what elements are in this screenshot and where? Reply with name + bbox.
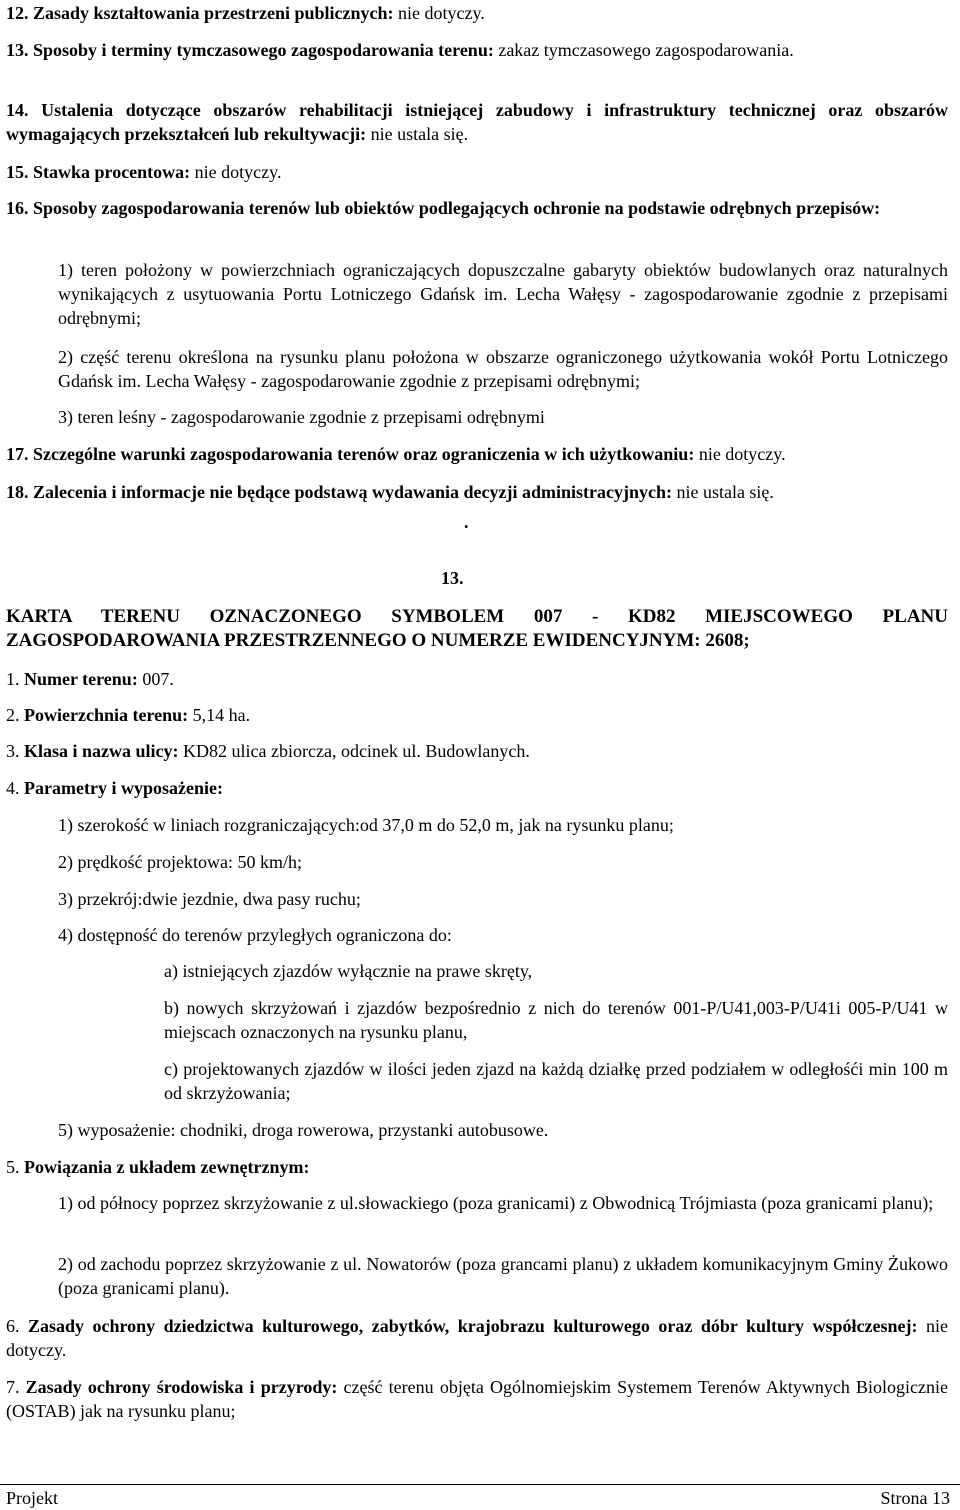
item-12-label: 12. Zasady kształtowania przestrzeni publicznych: [6,3,394,23]
item-18-label: 18. Zalecenia i informacje nie będące podstawą wydawania decyzji administracyjnych: [6,482,672,502]
footer-divider [0,1484,960,1485]
item-16-heading: 16. Sposoby zagospodarowania terenów lub obiektów podlegających ochronie na podstawie odrębnych przepisów: [6,198,881,218]
karta-item-1-label: Numer terenu: [24,669,138,689]
karta-item-7-value: część terenu objęta Ogólnomiejskim Systemem Terenów Aktywnych Biologicznie (OSTAB) jak na rysunku planu; [6,1377,948,1421]
karta-title-line-2: ZAGOSPODAROWANIA PRZESTRZENNEGO O NUMERZE EWIDENCYJNYM: 2608; [6,630,750,651]
karta-item-7-number: 7. [6,1377,26,1397]
karta-item-5-point-2: 2) od zachodu poprzez skrzyżowanie z ul. Nowatorów (poza grancami planu) z układem komunikacyjnym Gminy Żukowo (poza granicami planu). [58,1254,948,1298]
karta-item-1 [6,667,948,691]
item-17 [6,442,948,466]
karta-item-4-point-5: 5) wyposażenie: chodniki, droga rowerowa, przystanki autobusowe. [58,1120,549,1140]
item-15-value: nie dotyczy. [190,162,282,182]
item-16-point-3: 3) teren leśny - zagospodarowanie zgodnie z przepisami odrębnymi [58,407,545,427]
item-16-point-2: 2) część terenu określona na rysunku planu położona w obszarze ograniczonego użytkowania wokół Portu Lotniczego Gdańsk im. Lecha Wałęsy - zagospodarowanie zgodnie z przepisami odrębnymi; [58,347,948,391]
karta-item-2 [6,703,948,727]
karta-item-7 [6,1375,948,1423]
karta-item-4-point-4a: a) istniejących zjazdów wyłącznie na prawe skręty, [164,961,533,981]
item-13 [6,38,948,62]
item-13-value: zakaz tymczasowego zagospodarowania. [493,40,794,60]
separator-dot: . [464,512,469,532]
karta-item-3-label: Klasa i nazwa ulicy: [24,741,179,761]
item-15-label: 15. Stawka procentowa: [6,162,191,182]
karta-item-6-label: Zasady ochrony dziedzictwa kulturowego, zabytków, krajobrazu kulturowego oraz dóbr kultury współczesnej: [27,1316,918,1336]
item-18 [6,480,948,504]
item-15 [6,160,948,184]
karta-item-1-value: 007. [137,669,174,689]
karta-item-5-point-1: 1) od północy poprzez skrzyżowanie z ul.słowackiego (poza granicami) z Obwodnicą Trójmiasta (poza granicami planu); [58,1193,934,1213]
item-14 [6,98,948,146]
item-12-value: nie dotyczy. [393,3,485,23]
karta-item-4-point-2: 2) prędkość projektowa: 50 km/h; [58,852,302,872]
karta-item-2-label: Powierzchnia terenu: [24,705,189,725]
karta-title [6,605,948,653]
karta-item-5-label: Powiązania z układem zewnętrznym: [24,1157,310,1177]
item-14-label: 14. Ustalenia dotyczące obszarów rehabilitacji istniejącej zabudowy i infrastruktury technicznej oraz obszarów wymagających przekształceń lub rekultywacji: [6,100,948,144]
item-12 [6,1,948,25]
karta-item-3-number: 3. [6,741,24,761]
karta-item-3 [6,739,948,763]
karta-item-4-point-4c: c) projektowanych zjazdów w ilości jeden zjazd na każdą działkę przed podziałem w odległośći min 100 m od skrzyżowania; [164,1059,948,1103]
karta-item-4-point-3: 3) przekrój:dwie jezdnie, dwa pasy ruchu; [58,889,361,909]
karta-title-line-1: KARTA TERENU OZNACZONEGO SYMBOLEM 007 - KD82 MIEJSCOWEGO PLANU [6,606,948,627]
karta-item-6-value: nie dotyczy. [6,1316,948,1360]
karta-item-7-label: Zasady ochrony środowiska i przyrody: [25,1377,338,1397]
karta-item-4-point-4b: b) nowych skrzyżowań i zjazdów bezpośrednio z nich do terenów 001-P/U41,003-P/U41i 005-P/U41 w miejscach oznaczonych na rysunku planu, [164,998,948,1042]
karta-item-5-number: 5. [6,1157,24,1177]
karta-item-2-number: 2. [6,705,24,725]
item-17-value: nie dotyczy. [694,444,786,464]
karta-item-6-number: 6. [6,1316,28,1336]
item-17-label: 17. Szczególne warunki zagospodarowania terenów oraz ograniczenia w ich użytkowaniu: [6,444,695,464]
karta-item-1-number: 1. [6,669,24,689]
item-14-value: nie ustala się. [366,124,469,144]
karta-item-4-number: 4. [6,778,24,798]
footer-project-label: Projekt [6,1488,58,1508]
item-13-label: 13. Sposoby i terminy tymczasowego zagospodarowania terenu: [6,40,494,60]
karta-item-4-label: Parametry i wyposażenie: [24,778,223,798]
karta-item-4-point-1: 1) szerokość w liniach rozgraniczających:od 37,0 m do 52,0 m, jak na rysunku planu; [58,815,674,835]
karta-item-2-value: 5,14 ha. [188,705,251,725]
karta-item-3-value: KD82 ulica zbiorcza, odcinek ul. Budowlanych. [178,741,530,761]
karta-item-5 [6,1155,948,1179]
karta-item-6 [6,1314,948,1362]
section-number: 13. [441,568,464,588]
karta-item-4-point-4: 4) dostępność do terenów przyległych ograniczona do: [58,925,452,945]
item-16-point-1: 1) teren położony w powierzchniach ograniczających dopuszczalne gabaryty obiektów budowlanych oraz naturalnych wynikających z usytuowania Portu Lotniczego Gdańsk im. Lecha Wałęsy - zagospodarowanie zgodnie z przepisami odrębnymi; [58,260,948,328]
footer-page-number: Strona 13 [880,1488,950,1508]
karta-item-4 [6,776,948,800]
item-18-value: nie ustala się. [671,482,774,502]
